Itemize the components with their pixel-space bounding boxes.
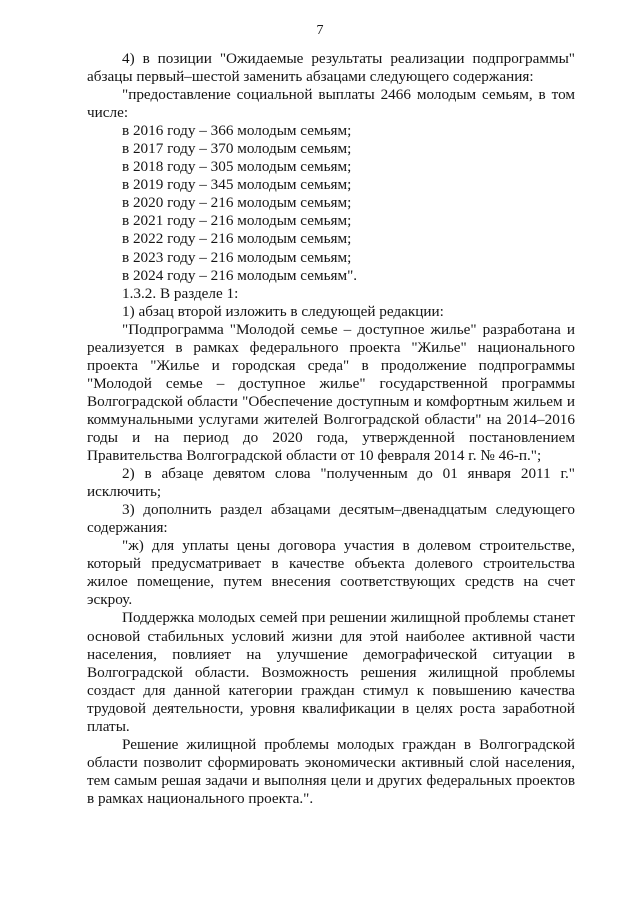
year-line-2019: в 2019 году – 345 молодым семьям; [122, 176, 352, 194]
section-item-3: 3) дополнить раздел абзацами десятым–двенадцатым следующего содержания: [87, 501, 575, 537]
section-item-2: 2) в абзаце девятом слова "полученным до 01 января 2011 г." исключить; [87, 465, 575, 501]
item4-quote-start: "предоставление социальной выплаты 2466 молодым семьям, в том числе: [87, 86, 575, 122]
year-line-2016: в 2016 году – 366 молодым семьям; [122, 122, 352, 140]
year-line-2018: в 2018 году – 305 молодым семьям; [122, 158, 352, 176]
paragraph-support: Поддержка молодых семей при решении жилищной проблемы станет основой стабильных условий жизни для этой наиболее активной части населения, повлияет на улучшение демографической ситуации в Волгоградской области. Возможность решения жилищной проблемы создаст для данной категории граждан стимул к повышению качества трудовой деятельности, уровня квалификации в целях роста заработной платы. [87, 609, 575, 735]
year-line-2024: в 2024 году – 216 молодым семьям". [122, 266, 358, 284]
paragraph-zh: "ж) для уплаты цены договора участия в долевом строительстве, который предусматривает в качестве объекта долевого строительства жилое помещение, путем внесения соответствующих средств на счет эскроу. [87, 537, 575, 609]
document-body [87, 50, 575, 808]
page-number: 7 [316, 23, 324, 38]
paragraph-solution: Решение жилищной проблемы молодых граждан в Волгоградской области позволит сформировать экономически активный слой населения, тем самым решая задачи и выполняя цели и других федеральных проектов в рамках национального проекта.". [87, 735, 575, 807]
section-1-3-2-heading: 1.3.2. В разделе 1: [122, 284, 239, 302]
year-line-2017: в 2017 году – 370 молодым семьям; [122, 140, 352, 158]
year-line-2023: в 2023 году – 216 молодым семьям; [122, 248, 352, 266]
year-line-2020: в 2020 году – 216 молодым семьям; [122, 194, 352, 212]
year-list [87, 122, 575, 284]
year-line-2021: в 2021 году – 216 молодым семьям; [122, 212, 352, 230]
section-item-1: 1) абзац второй изложить в следующей редакции: [122, 302, 444, 320]
section-item-1-text: "Подпрограмма "Молодой семье – доступное жилье" разработана и реализуется в рамках федерального проекта "Жилье" национального проекта "Жилье и городская среда" в продолжение подпрограммы "Молодой семье – доступное жилье" государственной программы Волгоградской области "Обеспечение доступным и комфортным жильем и коммунальными услугами жителей Волгоградской области" на 2014–2016 годы и на период до 2020 года, утвержденной постановлением Правительства Волгоградской области от 10 февраля 2014 г. № 46-п."; [87, 320, 575, 465]
year-line-2022: в 2022 году – 216 молодым семьям; [122, 230, 352, 248]
item4-intro: 4) в позиции "Ожидаемые результаты реализации подпрограммы" абзацы первый–шестой заменить абзацами следующего содержания: [87, 50, 575, 86]
